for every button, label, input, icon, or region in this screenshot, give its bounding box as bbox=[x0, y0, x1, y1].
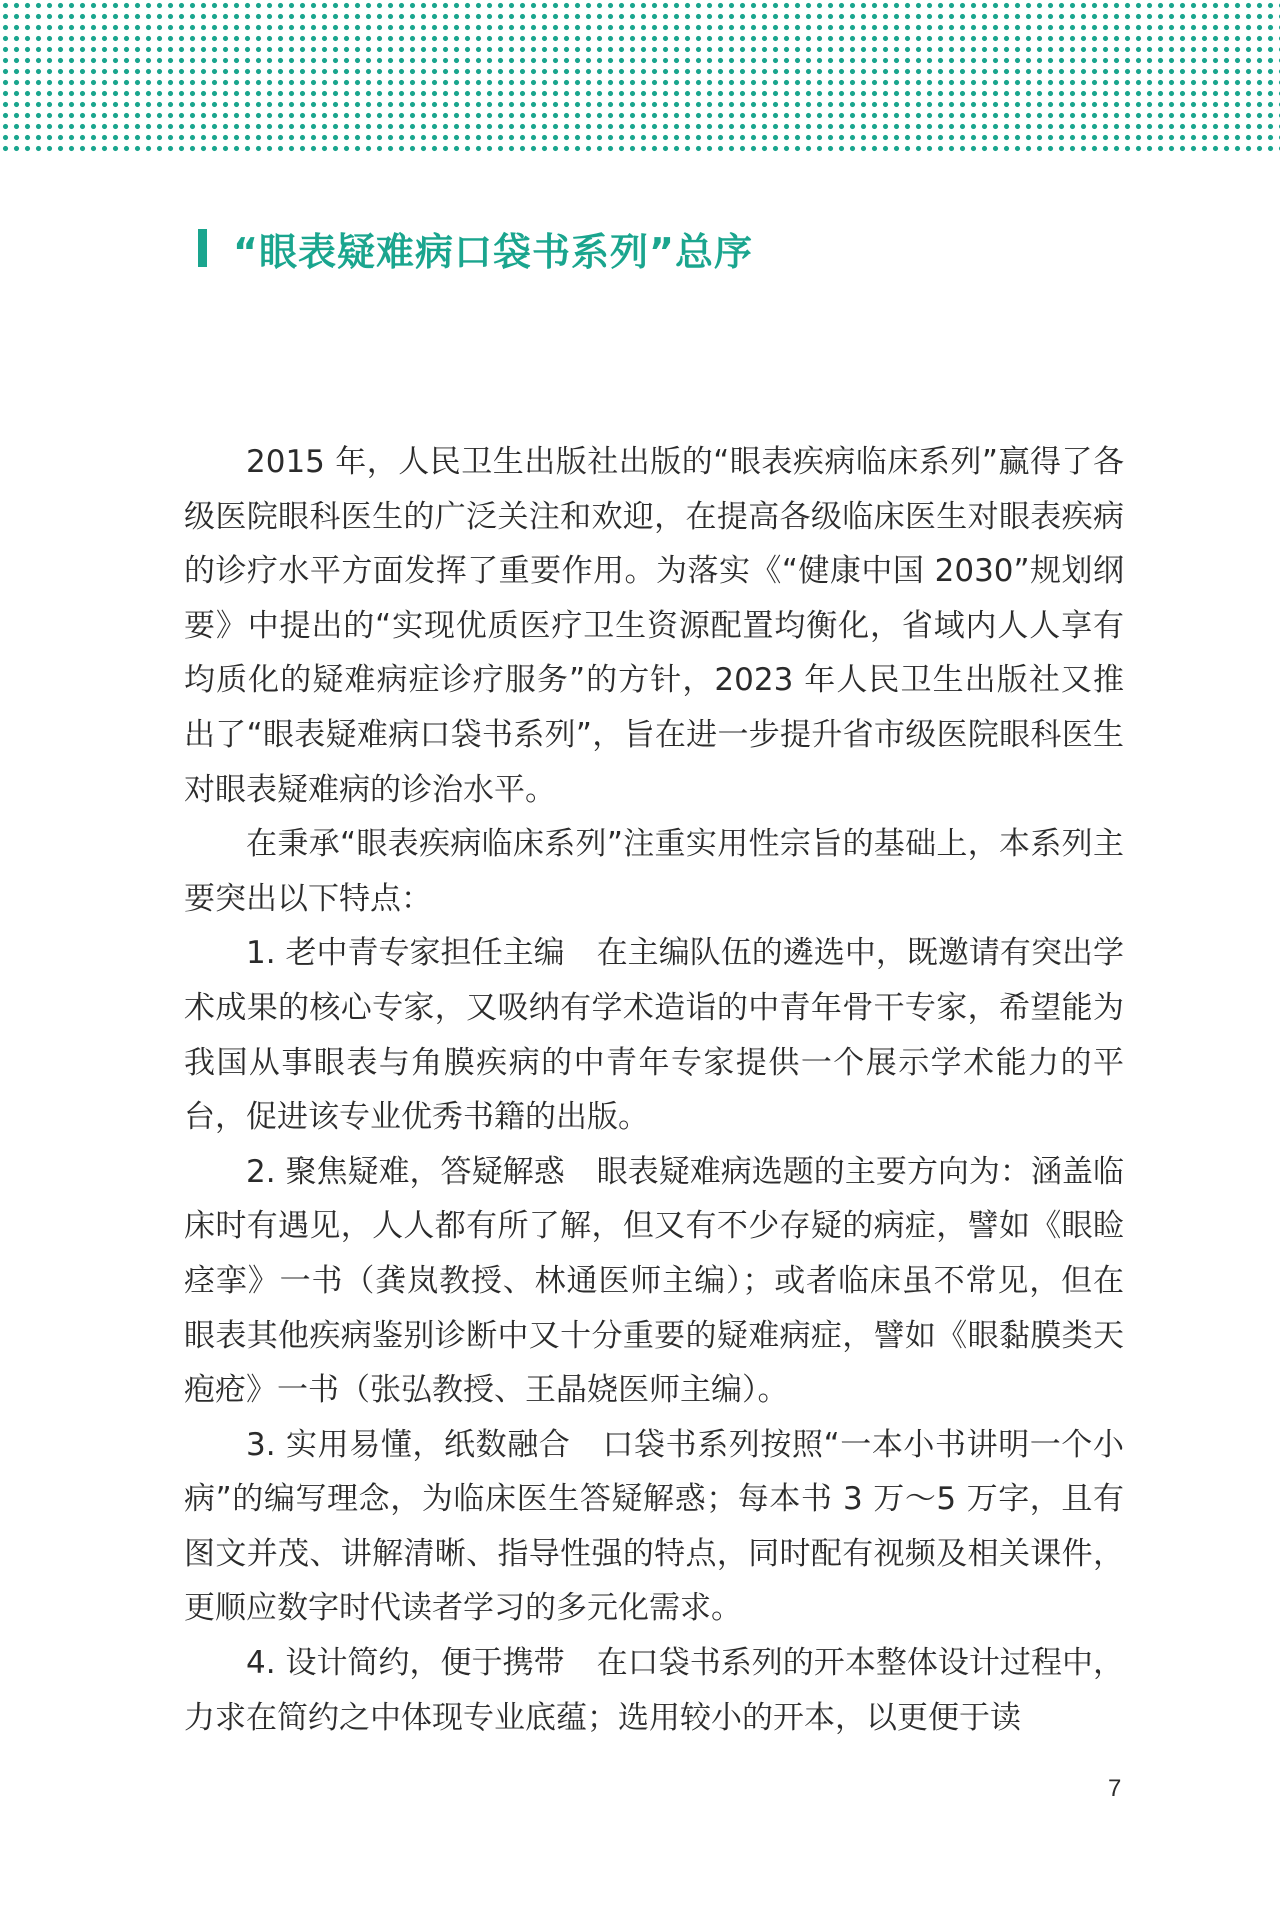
paragraph-text: 口袋书系列按照“一本小书讲明一个小病”的编写理念，为临床医生答疑解惑；每本书 3 万～5 万字，且有图文并茂、讲解清晰、指导性强的特点，同时配有视频及相关课件，更顺应数字时代读者学习的多元化需求。 bbox=[184, 1426, 1125, 1627]
paragraph-text: 在主编队伍的遴选中，既邀请有突出学术成果的核心专家，又吸纳有学术造诣的中青年骨干专家，希望能为我国从事眼表与角膜疾病的中青年专家提供一个展示学术能力的平台，促进该专业优秀书籍的出版。 bbox=[184, 935, 1125, 1136]
section-heading bbox=[198, 218, 753, 278]
feature-lead: 2. 聚焦疑难，答疑解惑 bbox=[246, 1153, 565, 1190]
dotted-header-pattern bbox=[0, 0, 1280, 152]
paragraph-text: 在口袋书系列的开本整体设计过程中，力求在简约之中体现专业底蕴；选用较小的开本，以更便于读 bbox=[184, 1645, 1125, 1736]
page-title: “眼表疑难病口袋书系列”总序 bbox=[233, 229, 753, 274]
paragraph bbox=[184, 817, 1124, 926]
paragraph-text: 在秉承“眼表疾病临床系列”注重实用性宗旨的基础上，本系列主要突出以下特点： bbox=[184, 826, 1124, 917]
feature-lead: 3. 实用易懂，纸数融合 bbox=[246, 1426, 571, 1463]
feature-lead: 4. 设计简约，便于携带 bbox=[246, 1645, 565, 1682]
page-number: 7 bbox=[1108, 1775, 1122, 1802]
feature-lead: 1. 老中青专家担任主编 bbox=[246, 935, 565, 972]
feature-paragraph bbox=[184, 1145, 1124, 1418]
feature-paragraph bbox=[184, 1418, 1124, 1636]
heading-accent-bar bbox=[198, 229, 207, 267]
paragraph-text: 2015 年，人民卫生出版社出版的“眼表疾病临床系列”赢得了各级医院眼科医生的广泛关注和欢迎，在提高各级临床医生对眼表疾病的诊疗水平方面发挥了重要作用。为落实《“健康中国 2030”规划纲要》中提出的“实现优质医疗卫生资源配置均衡化，省域内人人享有均质化的疑难病症诊疗服务”的方针，2023 年人民卫生出版社又推出了“眼表疑难病口袋书系列”，旨在进一步提升省市级医院眼科医生对眼表疑难病的诊治水平。 bbox=[184, 444, 1124, 808]
paragraph bbox=[184, 435, 1124, 817]
feature-paragraph bbox=[184, 926, 1124, 1144]
body-text bbox=[184, 435, 1124, 1745]
paragraph-text: 眼表疑难病选题的主要方向为：涵盖临床时有遇见，人人都有所了解，但又有不少存疑的病症，譬如《眼睑痉挛》一书（龚岚教授、林通医师主编）；或者临床虽不常见，但在眼表其他疾病鉴别诊断中又十分重要的疑难病症，譬如《眼黏膜类天疱疮》一书（张弘教授、王晶娆医师主编）。 bbox=[184, 1153, 1125, 1409]
feature-paragraph bbox=[184, 1636, 1124, 1745]
